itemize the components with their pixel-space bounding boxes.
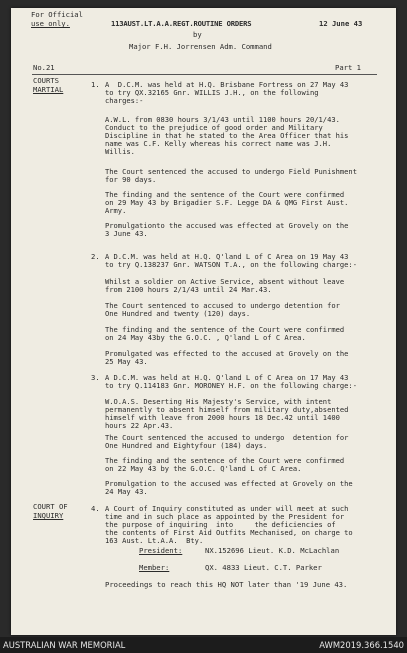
section-heading-line: MARTIAL xyxy=(33,85,64,94)
footer-institution: AUSTRALIAN WAR MEMORIAL xyxy=(3,640,126,650)
paragraph: The finding and the sentence of the Court were confirmed on 22 May 43 by the G.O.C. Q'land L of C Area. xyxy=(105,456,345,474)
item-number: 2. xyxy=(91,252,100,261)
paragraph: Whilst a soldier on Active Service, absent without leave from 2100 hours 2/1/43 until 24 Mar.43. xyxy=(105,277,345,295)
paragraph: The Court sentenced the accused to undergo Field Punishment for 90 days. xyxy=(105,167,357,185)
item-number: 4. xyxy=(91,504,100,513)
paragraph: The finding and the sentence of the Court were confirmed on 29 May 43 by Brigadier S.F. Legge DA & QMG First Aust. Army. xyxy=(105,190,349,216)
paragraph: W.O.A.S. Deserting His Majesty's Service, with intent permanently to absent himself from military duty,absented himself with leave from 2000 hours 18 Dec.42 until 1400 hours 22 Apr.43. xyxy=(105,397,349,431)
by-line: by xyxy=(193,30,202,39)
classification-line-1: For Official xyxy=(31,10,83,19)
document-date: 12 June 43 xyxy=(319,19,363,28)
item-number: 1. xyxy=(91,80,100,89)
paragraph: Promulgation to the accused was effected at Grovely on the 24 May 43. xyxy=(105,479,353,497)
footer-accession-number: AWM2019.366.1540 xyxy=(319,640,404,650)
paragraph: A.W.L. from 0830 hours 3/1/43 until 1100 hours 20/1/43. Conduct to the prejudice of good order and Military Discipline in that he stated to the Area Officer that his name was C.F. Kelly whereas his correct name was J.H. Willis. xyxy=(105,115,349,157)
section-heading-line: COURTS xyxy=(33,76,59,85)
document-page xyxy=(11,8,396,635)
section-heading-line: COURT OF xyxy=(33,502,68,511)
paragraph: A Court of Inquiry constituted as under will meet at such time and in such place as appointed by the President for the purpose of inquiring into the deficiencies of the contents of First Aid Outfits Mechanised, on charge to 163 Aust. Lt.A.A. Bty. xyxy=(105,504,353,546)
member-role: Member: xyxy=(139,563,170,572)
paragraph: A D.C.M. was held at H.Q. Brisbane Fortress on 27 May 43 to try QX.32165 Gnr. WILLIS J.H., on the following charges:- xyxy=(105,80,349,106)
part-label: Part 1 xyxy=(335,63,361,72)
member-role: President: xyxy=(139,546,183,555)
classification-line-2: use only. xyxy=(31,19,70,28)
document-author: Major F.H. Jorrensen Adm. Command xyxy=(129,42,272,51)
archive-footer xyxy=(0,637,407,653)
paragraph: Promulgationto the accused was effected at Grovely on the 3 June 43. xyxy=(105,221,349,239)
closing-instruction: Proceedings to reach this HQ NOT later than '19 June 43. xyxy=(105,580,348,589)
paragraph: The Court sentenced to accused to undergo detention for One Hundred and twenty (120) days. xyxy=(105,301,340,319)
section-heading-line: INQUIRY xyxy=(33,511,64,520)
member-detail: NX.152696 Lieut. K.D. McLachlan xyxy=(205,546,340,555)
paragraph: Promulgated was effected to the accused at Grovely on the 25 May 43. xyxy=(105,349,349,367)
paragraph: The finding and the sentence of the Court were confirmed on 24 May 43by the G.O.C. , Q'land L of C Area. xyxy=(105,325,345,343)
order-number: No.21 xyxy=(33,63,55,72)
paragraph: The Court sentenced the accused to undergo detention for One Hundred and Eightyfour (184) days. xyxy=(105,433,349,451)
paragraph: A D.C.M. was held at H.Q. Q'land L of C Area on 19 May 43 to try Q.138237 Gnr. WATSON T.A., on the following charge:- xyxy=(105,252,357,270)
member-detail: QX. 4833 Lieut. C.T. Parker xyxy=(205,563,322,572)
document-title: 113AUST.LT.A.A.REGT.ROUTINE ORDERS xyxy=(111,19,252,28)
header-rule xyxy=(32,74,377,75)
paragraph: A D.C.M. was held at H.Q. Q'land L of C Area on 17 May 43 to try Q.114183 Gnr. MORONEY H.F. on the following charge:- xyxy=(105,373,357,391)
item-number: 3. xyxy=(91,373,100,382)
